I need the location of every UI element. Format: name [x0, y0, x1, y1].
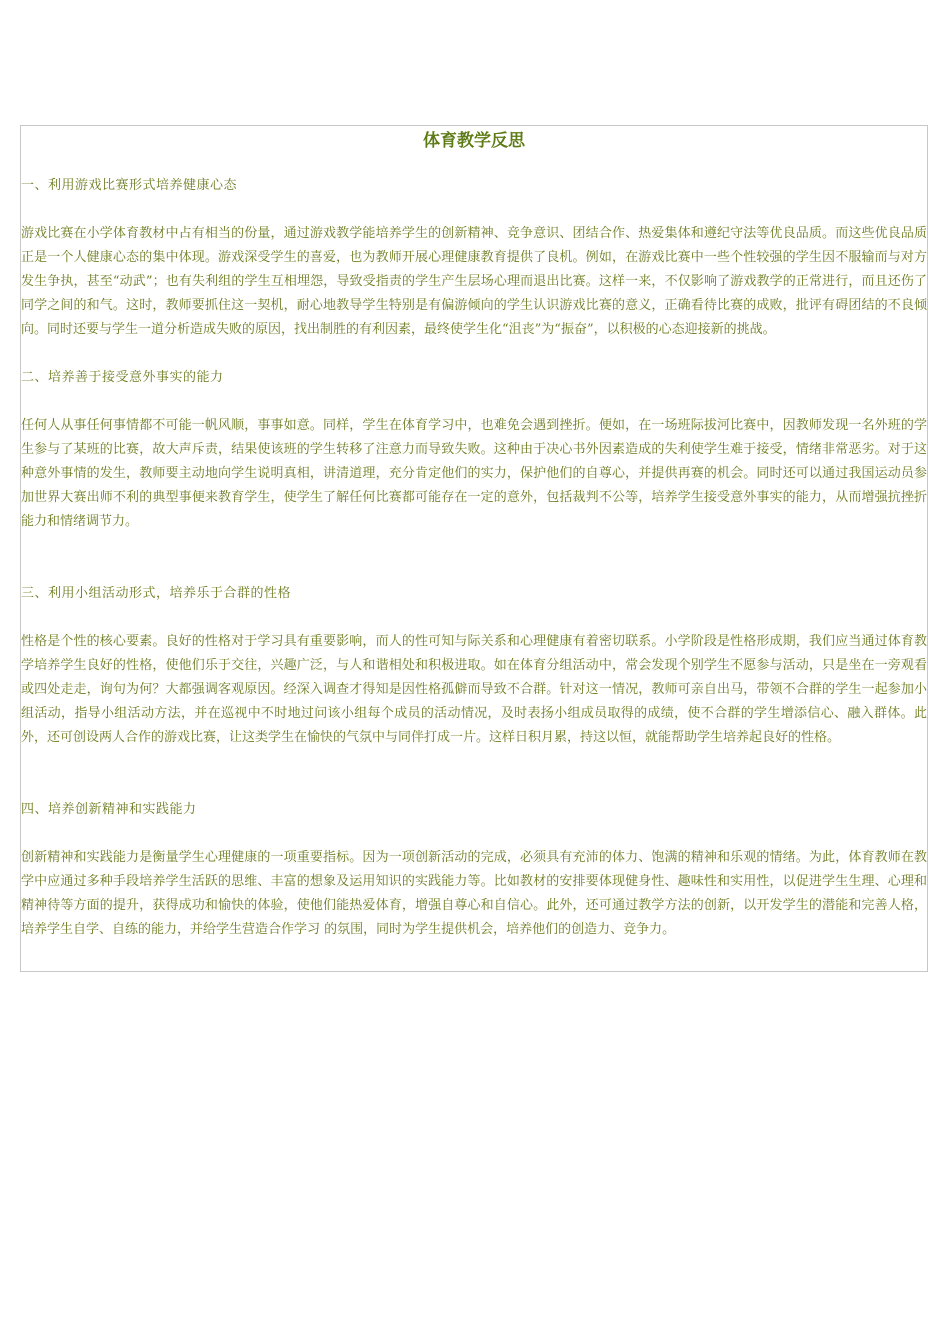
spacer: [21, 606, 927, 630]
spacer: [21, 342, 927, 366]
section-heading-3: 三、利用小组活动形式，培养乐于合群的性格: [21, 586, 292, 601]
section-heading-2: 二、培养善于接受意外事实的能力: [21, 370, 224, 385]
spacer: [21, 822, 927, 846]
section-heading-1: 一、利用游戏比赛形式培养健康心态: [21, 178, 238, 193]
document-frame: [20, 125, 928, 972]
section-body-3: 性格是个性的核心要素。良好的性格对于学习具有重要影响，而人的性可知与际关系和心理健康有着密切联系。小学阶段是性格形成期，我们应当通过体育教学培养学生良好的性格，使他们乐于交往，兴趣广泛，与人和谐相处和积极进取。如在体育分组活动中，常会发现个别学生不愿参与活动，只是坐在一旁观看或四处走走，询句为何？大都强调客观原因。经深入调查才得知是因性格孤僻而导致不合群。针对这一情况，教师可亲自出马，带领不合群的学生一起参加小组活动，指导小组活动方法，并在巡视中不时地过问该小组每个成员的活动情况，及时表扬小组成员取得的成绩，使不合群的学生增添信心、融入群体。此外，还可创设两人合作的游戏比赛，让这类学生在愉快的气氛中与同伴打成一片。这样日积月累，持这以恒，就能帮助学生培养起良好的性格。: [21, 634, 927, 745]
spacer: [21, 390, 927, 414]
spacer: [21, 750, 927, 798]
spacer: [21, 198, 927, 222]
section-body-2: 任何人从事任何事情都不可能一帆风顺，事事如意。同样，学生在体育学习中，也难免会遇到挫折。便如，在一场班际拔河比赛中，因教师发现一名外班的学生参与了某班的比赛，故大声斥责，结果使该班的学生转移了注意力而导致失败。这种由于决心书外因素造成的失利使学生难于接受，情绪非常恶劣。对于这种意外事情的发生，教师要主动地向学生说明真相，讲清道理，充分肯定他们的实力，保护他们的自尊心，并提供再赛的机会。同时还可以通过我国运动员参加世界大赛出师不利的典型事便来教育学生，使学生了解任何比赛都可能存在一定的意外，包括裁判不公等，培养学生接受意外事实的能力，从而增强抗挫折能力和情绪调节力。: [21, 418, 927, 529]
document-title: 体育教学反思: [423, 131, 525, 151]
spacer: [21, 534, 927, 582]
section-body-1: 游戏比赛在小学体育教材中占有相当的份量，通过游戏教学能培养学生的创新精神、竞争意识、团结合作、热爱集体和遵纪守法等优良品质。而这些优良品质正是一个人健康心态的集中体现。游戏深受学生的喜爱，也为教师开展心理健康教育提供了良机。例如，在游戏比赛中一些个性较强的学生因不服输而与对方发生争执，甚至“动武”；也有失利组的学生互相埋怨，导致受指责的学生产生层场心理而退出比赛。这样一来，不仅影响了游戏教学的正常进行，而且还伤了同学之间的和气。这时，教师要抓住这一契机，耐心地教导学生特别是有偏游倾向的学生认识游戏比赛的意义，正确看待比赛的成败，批评有碍团结的不良倾向。同时还要与学生一道分析造成失败的原因，找出制胜的有利因素，最终使学生化“沮丧”为“振奋”，以积极的心态迎接新的挑战。: [21, 226, 927, 337]
section-heading-4: 四、培养创新精神和实践能力: [21, 802, 197, 817]
section-body-4: 创新精神和实践能力是衡量学生心理健康的一项重要指标。因为一项创新活动的完成，必须具有充沛的体力、饱满的精神和乐观的情绪。为此，体育教师在教学中应通过多种手段培养学生活跃的思维、丰富的想象及运用知识的实践能力等。比如教材的安排要体现健身性、趣味性和实用性，以促进学生生理、心理和精神待等方面的提升，获得成功和愉快的体验，使他们能热爱体育，增强自尊心和自信心。此外，还可通过教学方法的创新，以开发学生的潜能和完善人格，培养学生自学、自练的能力，并给学生营造合作学习 的氛围，同时为学生提供机会，培养他们的创造力、竞争力。: [21, 850, 927, 937]
